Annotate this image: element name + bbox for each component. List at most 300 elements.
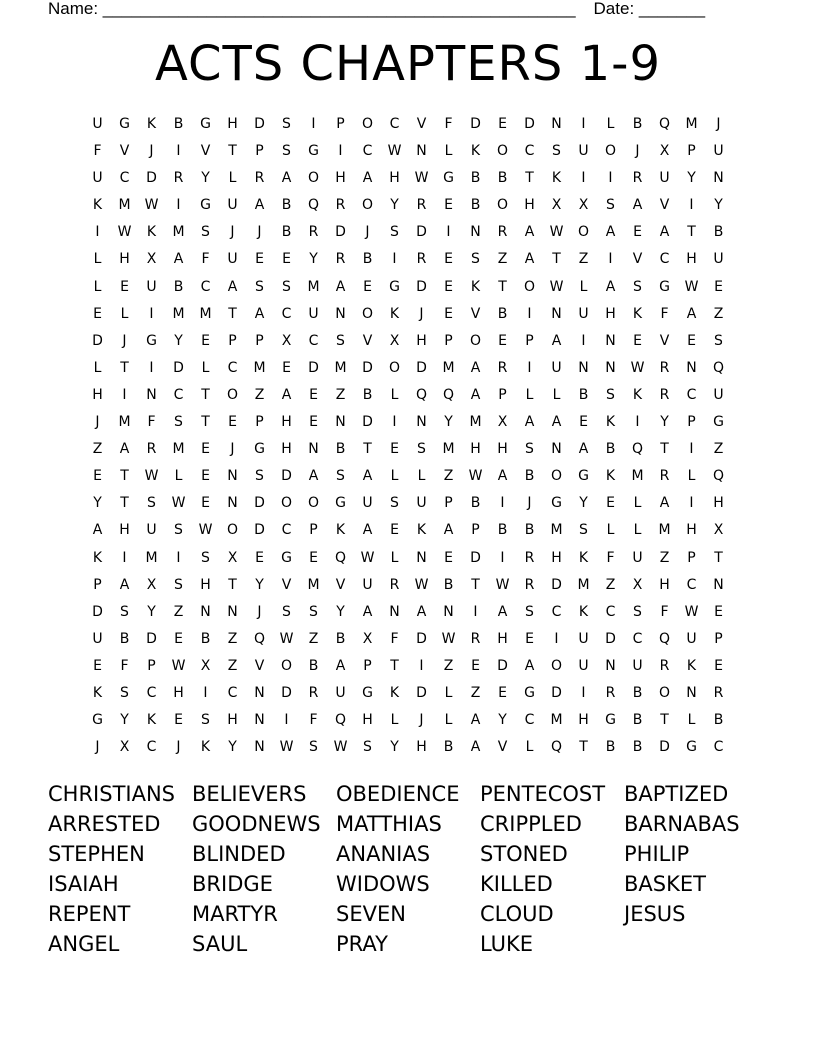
grid-letter: W <box>387 143 402 160</box>
grid-letter: Y <box>174 332 183 349</box>
grid-letter: R <box>524 549 535 566</box>
grid-letter: B <box>524 522 535 539</box>
grid-letter: T <box>687 224 696 241</box>
grid-letter: E <box>444 197 453 214</box>
grid-letter: N <box>308 441 319 458</box>
grid-letter: A <box>362 170 373 187</box>
grid-letter: N <box>254 684 265 701</box>
grid-letter: S <box>336 468 345 485</box>
grid-letter: L <box>606 522 615 539</box>
word-list-item: CHRISTIANS <box>48 782 175 806</box>
grid-letter: A <box>524 224 535 241</box>
word-list-item: BARNABAS <box>624 812 740 836</box>
grid-letter: V <box>659 332 670 349</box>
grid-letter: V <box>335 576 346 593</box>
word-list-item: PRAY <box>336 932 388 956</box>
grid-letter: E <box>282 251 291 268</box>
grid-letter: F <box>93 143 102 160</box>
grid-letter: W <box>117 224 132 241</box>
grid-letter: A <box>686 305 697 322</box>
grid-letter: S <box>174 522 183 539</box>
grid-letter: T <box>120 359 129 376</box>
word-list-item: CLOUD <box>480 902 554 926</box>
grid-letter: G <box>551 495 562 512</box>
grid-letter: H <box>605 305 616 322</box>
grid-letter: E <box>201 495 210 512</box>
grid-letter: V <box>416 116 427 132</box>
grid-letter: D <box>470 549 481 566</box>
grid-letter: A <box>605 224 616 241</box>
grid-letter: M <box>631 468 644 485</box>
grid-letter: M <box>172 441 185 458</box>
grid-letter: R <box>659 468 670 485</box>
grid-letter: E <box>174 630 183 647</box>
grid-letter: Z <box>443 468 454 485</box>
grid-letter: E <box>390 522 399 539</box>
grid-letter: Z <box>497 251 508 268</box>
grid-letter: D <box>335 224 346 241</box>
grid-letter: L <box>120 305 129 322</box>
word-list-item: PENTECOST <box>480 782 606 806</box>
grid-letter: R <box>497 359 508 376</box>
grid-letter: S <box>336 332 345 349</box>
grid-letter: Z <box>470 684 481 701</box>
grid-letter: B <box>335 441 346 458</box>
grid-letter: T <box>525 170 534 187</box>
grid-letter: P <box>687 143 696 160</box>
grid-letter: S <box>282 116 291 132</box>
grid-letter: B <box>308 657 319 674</box>
grid-letter: P <box>471 522 480 539</box>
date-blank: _______ <box>638 0 706 18</box>
grid-letter: H <box>470 441 481 458</box>
grid-letter: T <box>714 549 723 566</box>
grid-letter: T <box>201 386 210 403</box>
grid-letter: G <box>119 116 130 132</box>
grid-letter: Y <box>201 170 210 187</box>
grid-letter: Z <box>713 305 724 322</box>
grid-letter: O <box>604 143 617 160</box>
grid-letter: U <box>632 657 643 674</box>
grid-letter: M <box>442 359 455 376</box>
grid-letter: Z <box>173 603 184 620</box>
word-list-item: STEPHEN <box>48 842 145 866</box>
grid-letter: A <box>335 657 346 674</box>
grid-letter: Y <box>147 603 156 620</box>
grid-letter: H <box>362 712 373 729</box>
grid-letter: T <box>552 251 561 268</box>
grid-letter: E <box>498 116 507 132</box>
grid-letter: A <box>335 278 346 295</box>
grid-letter: P <box>525 332 534 349</box>
grid-letter: N <box>200 603 211 620</box>
grid-letter: O <box>550 468 563 485</box>
grid-letter: S <box>525 441 534 458</box>
grid-letter: S <box>714 332 723 349</box>
grid-letter: W <box>198 522 213 539</box>
grid-letter: D <box>281 684 292 701</box>
grid-letter: I <box>689 441 694 458</box>
grid-letter: K <box>200 739 211 756</box>
grid-letter: C <box>524 712 535 729</box>
grid-letter: L <box>606 116 615 132</box>
date-label: Date: <box>593 0 639 18</box>
grid-letter: L <box>525 739 534 756</box>
grid-letter: B <box>443 739 454 756</box>
grid-letter: P <box>687 549 696 566</box>
grid-letter: C <box>146 739 157 756</box>
grid-letter: E <box>228 414 237 431</box>
grid-letter: H <box>686 251 697 268</box>
grid-letter: U <box>92 116 103 132</box>
grid-letter: C <box>281 305 292 322</box>
grid-letter: D <box>470 116 481 132</box>
grid-letter: K <box>92 549 103 566</box>
grid-letter: B <box>497 522 508 539</box>
grid-letter: F <box>444 116 453 132</box>
grid-letter: W <box>171 657 186 674</box>
grid-letter: H <box>416 332 427 349</box>
grid-letter: E <box>498 684 507 701</box>
grid-letter: E <box>309 549 318 566</box>
grid-letter: I <box>122 549 127 566</box>
grid-letter: S <box>255 468 264 485</box>
grid-letter: Y <box>93 495 102 512</box>
grid-letter: V <box>254 657 265 674</box>
grid-letter: N <box>416 414 427 431</box>
grid-letter: C <box>200 278 211 295</box>
grid-letter: X <box>551 197 562 214</box>
grid-letter: H <box>335 170 346 187</box>
grid-letter: O <box>577 224 590 241</box>
grid-letter: F <box>390 630 399 647</box>
grid-letter: W <box>549 278 564 295</box>
grid-letter: U <box>146 278 157 295</box>
grid-letter: P <box>498 386 507 403</box>
grid-letter: B <box>470 170 481 187</box>
grid-letter: Y <box>660 414 669 431</box>
name-label: Name: <box>48 0 103 18</box>
grid-letter: Y <box>309 251 318 268</box>
grid-letter: E <box>120 278 129 295</box>
grid-letter: Q <box>658 116 671 132</box>
grid-letter: E <box>498 332 507 349</box>
grid-letter: A <box>119 576 130 593</box>
grid-letter: G <box>578 468 589 485</box>
grid-letter: B <box>362 386 373 403</box>
grid-letter: D <box>497 657 508 674</box>
grid-letter: F <box>660 603 669 620</box>
grid-letter: W <box>279 739 294 756</box>
grid-letter: U <box>578 657 589 674</box>
grid-letter: N <box>551 305 562 322</box>
grid-letter: S <box>255 278 264 295</box>
grid-letter: T <box>363 441 372 458</box>
grid-letter: M <box>685 116 698 132</box>
grid-letter: U <box>578 143 589 160</box>
grid-letter: C <box>551 603 562 620</box>
grid-letter: B <box>362 251 373 268</box>
grid-letter: C <box>659 251 670 268</box>
grid-letter: U <box>146 522 157 539</box>
grid-letter: T <box>201 414 210 431</box>
grid-letter: P <box>147 657 156 674</box>
grid-letter: B <box>713 224 724 241</box>
word-list-item: SEVEN <box>336 902 406 926</box>
grid-letter: Q <box>442 386 455 403</box>
grid-letter: U <box>713 251 724 268</box>
word-list-item: BRIDGE <box>192 872 273 896</box>
grid-letter: G <box>200 116 211 132</box>
grid-letter: J <box>365 224 370 241</box>
grid-letter: Q <box>712 359 725 376</box>
name-blank: __________________________________________________ <box>102 0 576 18</box>
grid-letter: R <box>173 170 184 187</box>
word-list-item: SAUL <box>192 932 248 956</box>
grid-letter: U <box>92 170 103 187</box>
grid-letter: P <box>255 332 264 349</box>
grid-letter: R <box>470 630 481 647</box>
grid-letter: R <box>146 441 157 458</box>
grid-letter: G <box>92 712 103 729</box>
grid-letter: D <box>416 278 427 295</box>
grid-letter: B <box>497 170 508 187</box>
grid-letter: A <box>470 359 481 376</box>
grid-letter: J <box>419 305 424 322</box>
word-list-item: BAPTIZED <box>624 782 729 806</box>
grid-letter: K <box>551 170 562 187</box>
grid-letter: O <box>307 170 320 187</box>
grid-letter: L <box>633 495 642 512</box>
grid-letter: M <box>118 414 131 431</box>
grid-letter: N <box>227 603 238 620</box>
grid-letter: D <box>146 170 157 187</box>
grid-letter: G <box>524 684 535 701</box>
grid-letter: S <box>282 603 291 620</box>
grid-letter: D <box>254 495 265 512</box>
grid-letter: S <box>201 224 210 241</box>
grid-letter: Q <box>334 712 347 729</box>
grid-letter: Y <box>255 576 264 593</box>
grid-letter: K <box>605 468 616 485</box>
grid-letter: M <box>199 305 212 322</box>
grid-letter: R <box>632 170 643 187</box>
grid-letter: U <box>362 495 373 512</box>
grid-letter: W <box>684 603 699 620</box>
grid-letter: N <box>605 332 616 349</box>
grid-letter: D <box>254 522 265 539</box>
grid-letter: B <box>281 197 292 214</box>
grid-letter: D <box>416 630 427 647</box>
grid-letter: X <box>281 332 292 349</box>
grid-letter: R <box>659 657 670 674</box>
grid-letter: M <box>172 305 185 322</box>
grid-letter: Z <box>578 251 589 268</box>
grid-letter: H <box>497 441 508 458</box>
grid-letter: D <box>92 332 103 349</box>
grid-letter: P <box>444 332 453 349</box>
grid-letter: G <box>335 495 346 512</box>
grid-letter: A <box>470 739 481 756</box>
grid-letter: A <box>416 603 427 620</box>
grid-letter: N <box>686 359 697 376</box>
grid-letter: W <box>468 468 483 485</box>
grid-letter: C <box>146 684 157 701</box>
grid-letter: O <box>496 197 509 214</box>
grid-letter: E <box>93 305 102 322</box>
grid-letter: D <box>173 359 184 376</box>
grid-letter: B <box>173 278 184 295</box>
grid-letter: C <box>227 359 238 376</box>
grid-letter: Y <box>228 739 237 756</box>
grid-letter: T <box>579 739 588 756</box>
grid-letter: F <box>309 712 318 729</box>
grid-letter: X <box>389 332 400 349</box>
grid-letter: I <box>581 170 586 187</box>
grid-letter: N <box>470 224 481 241</box>
grid-letter: G <box>389 278 400 295</box>
grid-letter: A <box>308 468 319 485</box>
grid-letter: W <box>279 630 294 647</box>
grid-letter: J <box>95 414 100 431</box>
grid-letter: Z <box>227 657 238 674</box>
grid-letter: I <box>149 359 154 376</box>
grid-letter: A <box>497 603 508 620</box>
grid-letter: H <box>497 630 508 647</box>
grid-letter: K <box>146 712 157 729</box>
grid-letter: E <box>633 332 642 349</box>
grid-letter: A <box>443 522 454 539</box>
grid-letter: C <box>119 170 130 187</box>
word-list-item: ISAIAH <box>48 872 119 896</box>
grid-letter: E <box>201 468 210 485</box>
grid-letter: K <box>92 684 103 701</box>
grid-letter: A <box>362 468 373 485</box>
grid-letter: M <box>307 576 320 593</box>
grid-letter: B <box>497 305 508 322</box>
grid-letter: E <box>363 278 372 295</box>
grid-letter: K <box>389 684 400 701</box>
grid-letter: Q <box>307 197 320 214</box>
grid-letter: Z <box>308 630 319 647</box>
grid-letter: S <box>390 495 399 512</box>
grid-letter: I <box>392 414 397 431</box>
grid-letter: F <box>201 251 210 268</box>
grid-letter: K <box>578 549 589 566</box>
grid-letter: S <box>120 684 129 701</box>
grid-letter: K <box>470 278 481 295</box>
grid-letter: Z <box>605 576 616 593</box>
grid-letter: W <box>684 278 699 295</box>
grid-letter: Y <box>714 197 723 214</box>
grid-letter: I <box>608 251 613 268</box>
grid-letter: Q <box>415 386 428 403</box>
grid-letter: R <box>659 359 670 376</box>
grid-letter: E <box>93 468 102 485</box>
grid-letter: T <box>228 143 237 160</box>
grid-letter: E <box>444 251 453 268</box>
grid-letter: S <box>471 251 480 268</box>
grid-letter: Q <box>253 630 266 647</box>
grid-letter: R <box>308 684 319 701</box>
grid-letter: N <box>416 549 427 566</box>
grid-letter: B <box>470 495 481 512</box>
grid-letter: W <box>171 495 186 512</box>
grid-letter: W <box>144 197 159 214</box>
grid-letter: P <box>309 522 318 539</box>
grid-letter: G <box>308 143 319 160</box>
word-list-item: PHILIP <box>624 842 690 866</box>
word-list-item: LUKE <box>480 932 534 956</box>
word-list-item: ANANIAS <box>336 842 431 866</box>
grid-letter: V <box>497 739 508 756</box>
grid-letter: I <box>581 332 586 349</box>
grid-letter: H <box>227 116 238 132</box>
grid-letter: G <box>443 170 454 187</box>
grid-letter: V <box>119 143 130 160</box>
grid-letter: S <box>525 603 534 620</box>
word-list-item: MATTHIAS <box>336 812 442 836</box>
grid-letter: O <box>388 359 401 376</box>
grid-letter: C <box>308 332 319 349</box>
grid-letter: B <box>470 197 481 214</box>
grid-letter: Z <box>659 549 670 566</box>
grid-letter: B <box>632 684 643 701</box>
grid-letter: A <box>524 414 535 431</box>
grid-letter: I <box>419 657 424 674</box>
grid-letter: N <box>146 386 157 403</box>
grid-letter: W <box>630 359 645 376</box>
grid-letter: E <box>579 414 588 431</box>
grid-letter: S <box>309 603 318 620</box>
grid-letter: N <box>686 684 697 701</box>
grid-letter: V <box>281 576 292 593</box>
grid-letter: S <box>120 603 129 620</box>
grid-letter: R <box>308 224 319 241</box>
grid-letter: D <box>551 684 562 701</box>
grid-letter: R <box>335 251 346 268</box>
grid-letter: E <box>390 441 399 458</box>
grid-letter: U <box>632 549 643 566</box>
grid-letter: K <box>686 657 697 674</box>
grid-letter: E <box>444 549 453 566</box>
grid-letter: B <box>524 468 535 485</box>
grid-letter: P <box>444 495 453 512</box>
grid-letter: S <box>417 441 426 458</box>
grid-letter: A <box>497 468 508 485</box>
grid-letter: V <box>659 197 670 214</box>
grid-letter: A <box>254 305 265 322</box>
grid-letter: V <box>200 143 211 160</box>
grid-letter: A <box>281 386 292 403</box>
grid-letter: K <box>632 305 643 322</box>
grid-letter: T <box>228 305 237 322</box>
word-list-item: REPENT <box>48 902 131 926</box>
grid-letter: R <box>389 576 400 593</box>
grid-letter: D <box>659 739 670 756</box>
grid-letter: D <box>92 603 103 620</box>
grid-letter: X <box>632 576 643 593</box>
grid-letter: O <box>361 197 374 214</box>
grid-letter: N <box>389 603 400 620</box>
grid-letter: L <box>633 522 642 539</box>
grid-letter: D <box>551 576 562 593</box>
word-list-item: ANGEL <box>48 932 120 956</box>
grid-letter: A <box>362 522 373 539</box>
grid-letter: B <box>443 576 454 593</box>
grid-letter: V <box>470 305 481 322</box>
grid-letter: O <box>361 305 374 322</box>
